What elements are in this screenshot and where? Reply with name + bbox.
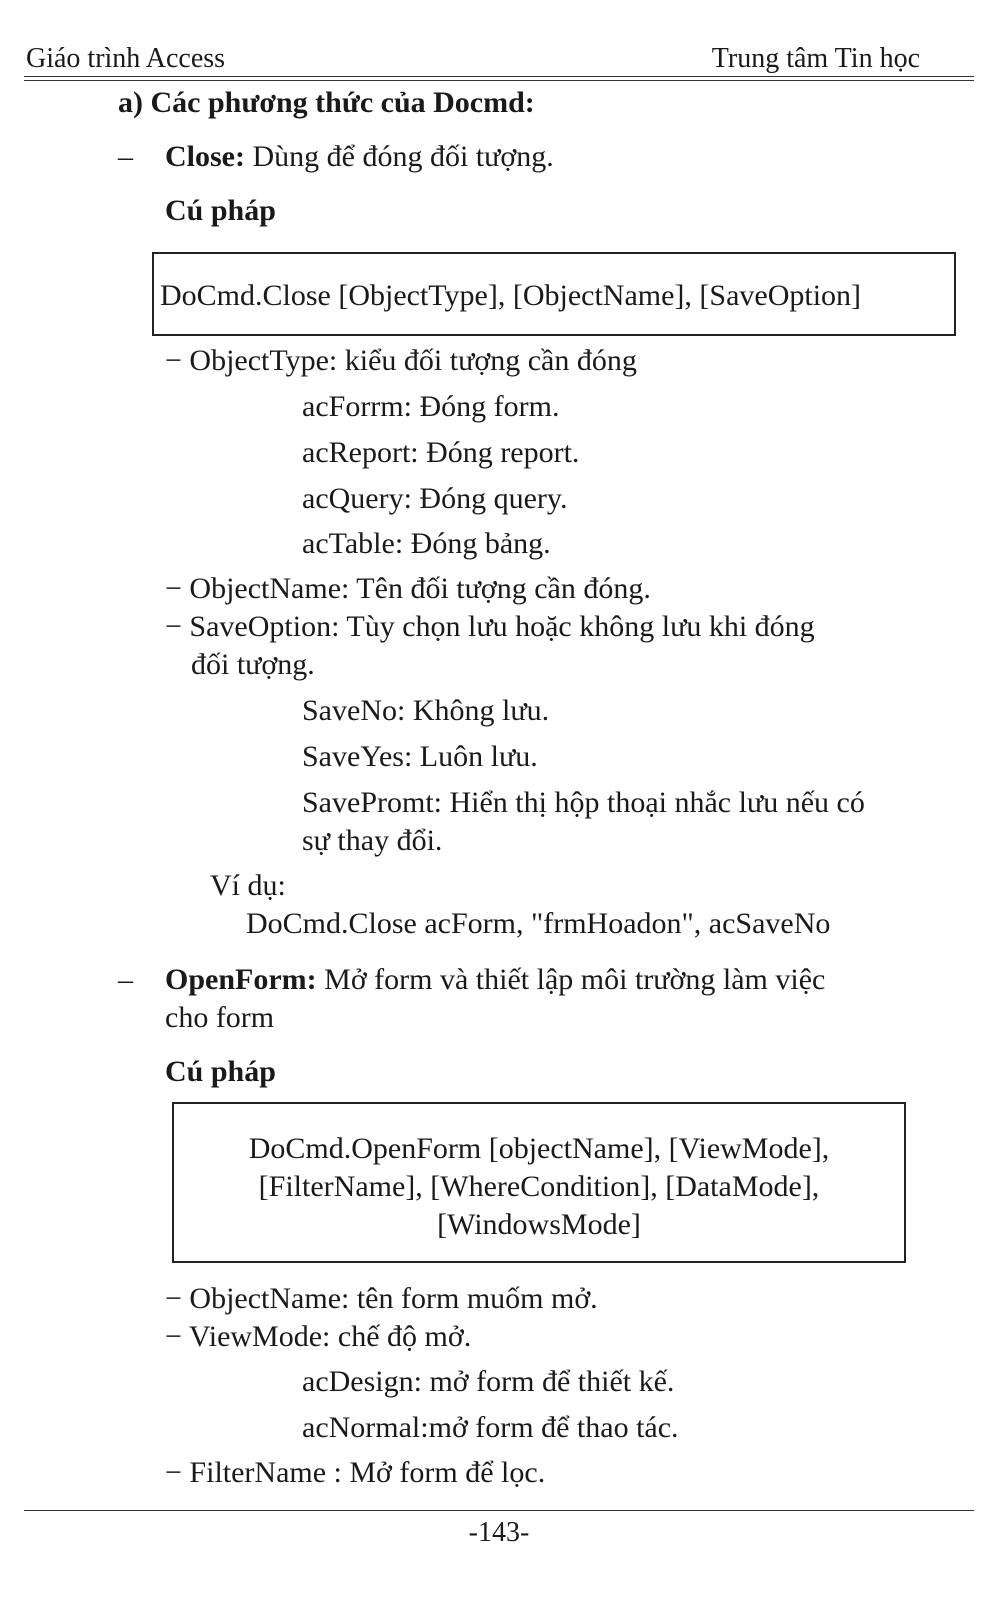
save-no-item: SaveNo: Không lưu. <box>302 694 550 727</box>
header-rule-top <box>24 76 974 77</box>
close-saveoption: − SaveOption: Tùy chọn lưu hoặc không lưu khi đóng <box>165 610 815 643</box>
openform-dash: – <box>118 963 133 996</box>
save-yes-item: SaveYes: Luôn lưu. <box>302 740 538 773</box>
openform-description-cont: cho form <box>165 1001 275 1034</box>
close-saveoption-cont: đối tượng. <box>191 648 315 681</box>
openform-objectname: − ObjectName: tên form muốm mở. <box>165 1282 598 1315</box>
close-dash: – <box>118 140 133 173</box>
close-objecttype: − ObjectType: kiểu đối tượng cần đóng <box>165 344 637 377</box>
close-keyword: Close: <box>165 140 245 173</box>
example-label: Ví dụ: <box>210 869 286 902</box>
save-promt-item: SavePromt: Hiển thị hộp thoại nhắc lưu nếu có <box>302 786 865 819</box>
page-number: -143- <box>468 1517 530 1548</box>
close-heading <box>165 138 554 176</box>
viewmode-design: acDesign: mở form để thiết kế. <box>302 1365 675 1398</box>
close-type-item: acQuery: Đóng query. <box>302 482 568 515</box>
footer-rule <box>24 1510 974 1511</box>
header-right: Trung tâm Tin học <box>711 43 920 74</box>
header-rule-bottom <box>24 80 974 81</box>
close-syntax-code: DoCmd.Close [ObjectType], [ObjectName], [SaveOption] <box>160 279 862 312</box>
header-left: Giáo trình Access <box>26 43 226 74</box>
save-promt-item-cont: sự thay đổi. <box>302 824 443 857</box>
viewmode-normal: acNormal:mở form để thao tác. <box>302 1411 679 1444</box>
openform-syntax-label: Cú pháp <box>165 1055 276 1088</box>
openform-syntax-line: DoCmd.OpenForm [objectName], [ViewMode], <box>248 1132 830 1165</box>
openform-syntax-line: [WindowsMode] <box>437 1208 641 1241</box>
close-syntax-label: Cú pháp <box>165 194 276 227</box>
example-code: DoCmd.Close acForm, "frmHoadon", acSaveNo <box>246 907 831 940</box>
close-type-item: acForrm: Đóng form. <box>302 390 560 423</box>
close-type-item: acReport: Đóng report. <box>302 436 580 469</box>
close-type-item: acTable: Đóng bảng. <box>302 527 551 560</box>
openform-keyword: OpenForm: <box>165 963 317 996</box>
section-title: a) Các phương thức của Docmd: <box>118 86 535 119</box>
openform-heading <box>165 961 825 999</box>
close-objectname: − ObjectName: Tên đối tượng cần đóng. <box>165 572 651 605</box>
close-description: Dùng để đóng đối tượng. <box>244 140 554 173</box>
close-syntax-box <box>152 252 956 336</box>
openform-syntax-box <box>172 1102 906 1263</box>
openform-filtername: − FilterName : Mở form để lọc. <box>165 1456 546 1489</box>
openform-description: Mở form và thiết lập môi trường làm việc <box>316 963 826 996</box>
openform-syntax-line: [FilterName], [WhereCondition], [DataMode], <box>258 1170 820 1203</box>
openform-viewmode: − ViewMode: chế độ mở. <box>165 1320 472 1353</box>
